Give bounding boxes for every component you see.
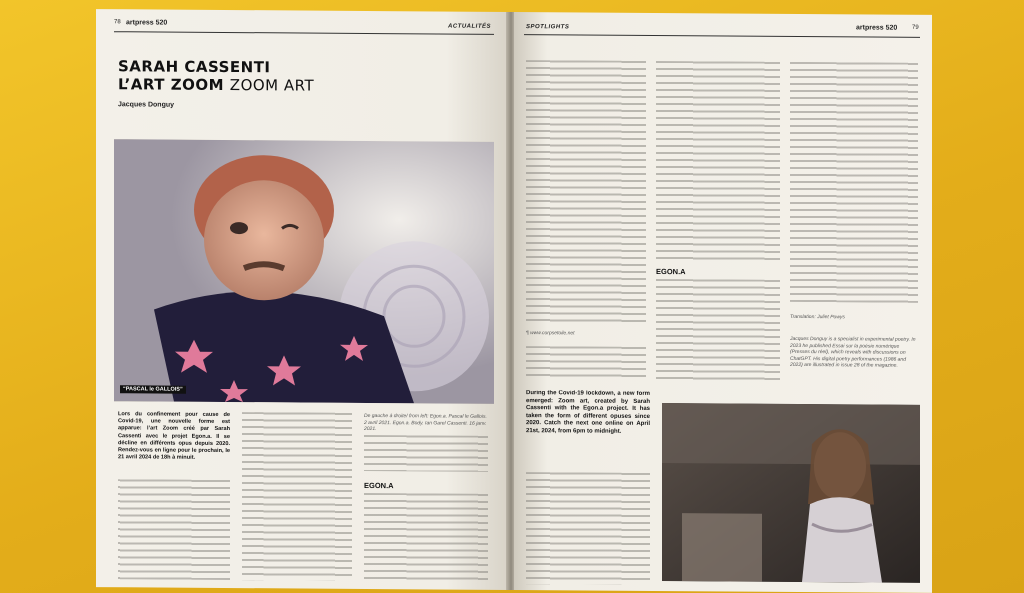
article-title-light: ZOOM ART: [229, 76, 315, 95]
right-body-column-1: [526, 60, 646, 323]
left-section-label: ACTUALITÉS: [448, 23, 491, 30]
left-body-column-3a: [364, 435, 488, 472]
right-page-number: 79: [912, 24, 919, 31]
photo-caption: De gauche à droite/ from left: Egon.a. Pascal le Gallois. 2 avril 2021. Egon.a. Body. Ian Garel Cassenti. 16 janv. 2021.: [364, 412, 487, 433]
left-body-column-1: [118, 479, 230, 580]
left-body-column-2: [242, 412, 352, 581]
right-section-label: SPOTLIGHTS: [526, 24, 570, 31]
left-magazine-name: artpress 520: [126, 19, 168, 27]
right-header-rule: [524, 34, 920, 38]
author-bio: Jacques Donguy is a specialist in experimental poetry. In 2023 he published Essai sur la poésie numérique (Presses du réel), which reveals with discussions on ChatGPT. His digital poetry performances (1986 and 2022) are illustrated in issue 28 of the magazine.: [790, 335, 916, 369]
website-link: ¶ www.corpsetoile.net: [526, 330, 575, 337]
right-footnote: [526, 346, 646, 381]
photo-credit-label: “PASCAL le GALLOIS”: [120, 385, 186, 393]
open-magazine: [96, 9, 932, 593]
article-title-bold: L’ART ZOOM: [118, 75, 225, 94]
left-subheading: EGON.A: [364, 480, 394, 491]
translation-credit: Translation: Juliet Powys: [790, 313, 845, 321]
right-magazine-name: artpress 520: [856, 24, 898, 32]
left-page-number: 78: [114, 19, 121, 26]
right-intro-paragraph: During the Covid-19 lockdown, a new form emerged: Zoom art, created by Sarah Cassenti with the Egon.a project. It has taken the form of different opuses since 2020. Catch the next one online on April 21st, 2024, from 6pm to midnight.: [526, 390, 650, 435]
article-title-line1: SARAH CASSENTI: [118, 57, 271, 77]
article-title-line2: [118, 75, 314, 94]
right-body-column-4: [526, 472, 650, 585]
right-body-column-2b: [656, 279, 780, 382]
second-photo: [662, 403, 920, 583]
article-byline: Jacques Donguy: [118, 101, 175, 109]
main-photo: [114, 139, 494, 404]
right-body-column-2: [656, 61, 780, 262]
left-page: [96, 9, 508, 590]
left-body-column-3b: [364, 493, 488, 582]
right-body-column-3: [790, 62, 918, 303]
right-subheading: EGON.A: [656, 266, 686, 277]
performance-photo-illustration: [662, 403, 920, 583]
right-page: [514, 12, 932, 593]
left-intro-paragraph: Lors du confinement pour cause de Covid-19, une nouvelle forme est apparue: l’art Zoom créé par Sarah Cassenti avec le projet Egon.a. Il se décline en différents opus depuis 2020. Rendez-vous en ligne pour le prochain, le 21 avril 2024 de 18h à minuit.: [118, 411, 230, 461]
left-header-rule: [114, 31, 494, 35]
avatar-photo-illustration: [114, 139, 494, 404]
